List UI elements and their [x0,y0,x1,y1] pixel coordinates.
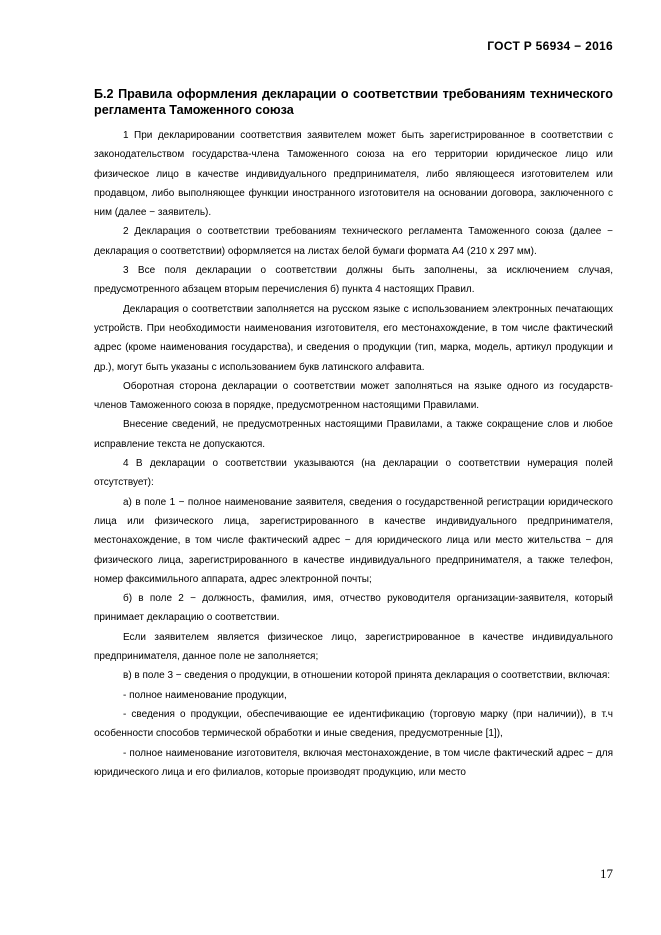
paragraph: Внесение сведений, не предусмотренных настоящими Правилами, а также сокращение слов и любое исправление текста не допускаются. [94,419,613,450]
page-number: 17 [600,866,613,881]
standard-header: ГОСТ Р 56934 − 2016 [487,39,613,53]
paragraph: 1 При декларировании соответствия заявителем может быть зарегистрированное в соответствии с законодательством государства-члена Таможенного союза на его территории юридическое лицо или физическое лицо в качестве индивидуального предпринимателя, либо являющееся изготовителем или продавцом, либо выполняющее функции иностранного изготовителя на основании договора, заключенного с ним (далее − заявитель). [94,130,613,219]
paragraph: 3 Все поля декларации о соответствии должны быть заполнены, за исключением случая, предусмотренного абзацем вторым перечисления б) пункта 4 настоящих Правил. [94,265,613,296]
section-title: Б.2 Правила оформления декларации о соответствии требованиям технического регламента Таможенного союза [94,87,613,117]
list-item: - сведения о продукции, обеспечивающие ее идентификацию (торговую марку (при наличии)), в т.ч особенности способов термической обработки и иные сведения, предусмотренные [1]), [94,708,613,740]
paragraph: а) в поле 1 − полное наименование заявителя, сведения о государственной регистрации юридического лица или физического лица, зарегистрированного в качестве индивидуального предпринимателя, местонахождение, в том числе фактический адрес − для юридического лица или место жительства − для физического лица, зарегистрированного в качестве индивидуального предпринимателя, а также телефон, номер факсимильного аппарата, адрес электронной почты; [94,496,613,585]
paragraph: Если заявителем является физическое лицо, зарегистрированное в качестве индивидуального предпринимателя, данное поле не заполняется; [94,631,613,663]
paragraph: в) в поле 3 − сведения о продукции, в отношении которой принята декларация о соответствии, включая: [123,670,611,682]
paragraph: б) в поле 2 − должность, фамилия, имя, отчество руководителя организации-заявителя, который принимает декларацию о соответствии. [94,593,613,624]
paragraph: 4 В декларации о соответствии указываются (на декларации о соответствии нумерация полей отсутствует): [94,458,613,489]
paragraph: 2 Декларация о соответствии требованиям технического регламента Таможенного союза (далее − декларация о соответствии) оформляется на листах белой бумаги формата А4 (210 х 297 мм). [94,226,613,257]
list-item: - полное наименование продукции, [123,689,287,701]
list-item: - полное наименование изготовителя, включая местонахождение, в том числе фактический адрес − для юридического лица и его филиалов, которые производят продукцию, или место [94,747,613,778]
document-body [94,126,613,782]
paragraph: Оборотная сторона декларации о соответствии может заполняться на языке одного из государств-членов Таможенного союза в порядке, предусмотренном настоящими Правилами. [94,380,613,412]
paragraph: Декларация о соответствии заполняется на русском языке с использованием электронных печатающих устройств. При необходимости наименования изготовителя, его местонахождение, в том числе фактический адрес (кроме наименования государства), и сведения о продукции (тип, марка, модель, артикул продукции и др.), могут быть указаны с использованием букв латинского алфавита. [94,303,613,373]
